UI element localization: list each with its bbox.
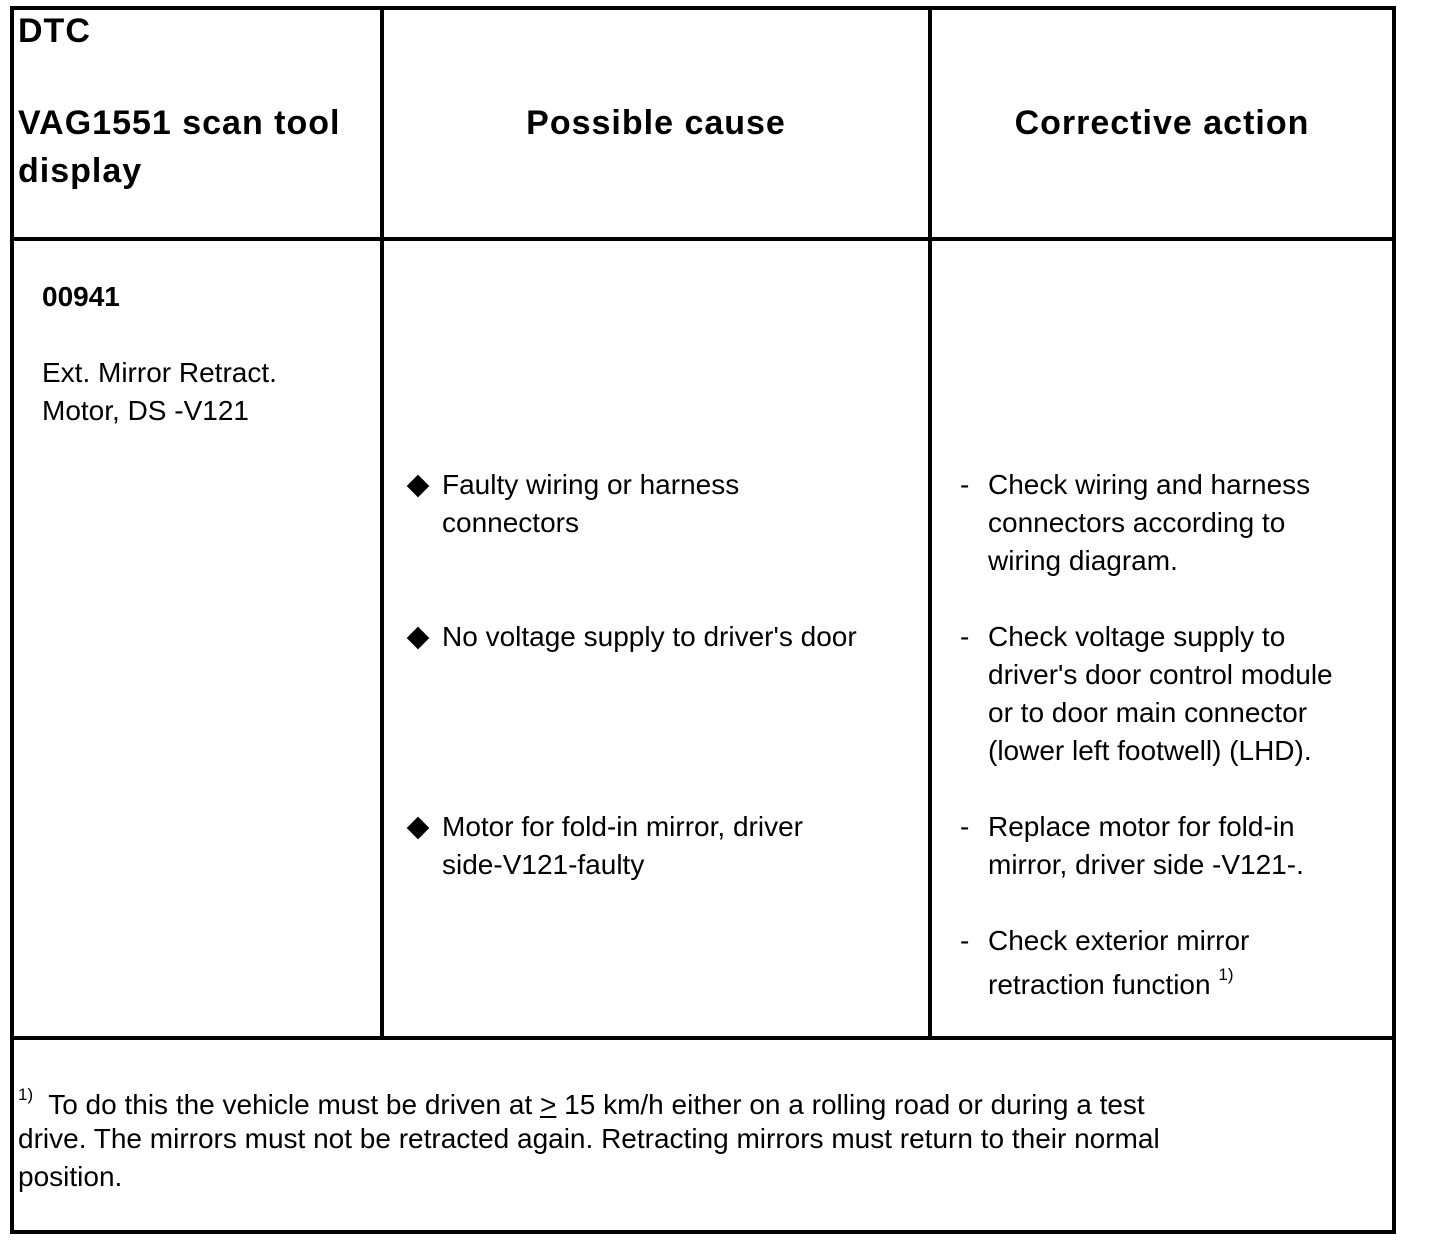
dash-bullet: - xyxy=(960,469,970,500)
footnote-line3: position. xyxy=(18,1161,123,1192)
footnote-reference: 1) xyxy=(1218,964,1234,984)
dtc-description-line2: Motor, DS -V121 xyxy=(42,395,249,426)
header-scan-tool: VAG1551 scan tool xyxy=(18,104,341,142)
action-4-line1: Check exterior mirror xyxy=(988,925,1250,956)
header-display: display xyxy=(18,152,143,190)
action-4-text: retraction function xyxy=(988,969,1211,1000)
footnote-divider xyxy=(10,1036,1396,1040)
footnote-text-a: To do this the vehicle must be driven at xyxy=(48,1089,541,1120)
dtc-description-line1: Ext. Mirror Retract. xyxy=(42,357,277,388)
action-1-line1: Check wiring and harness xyxy=(988,469,1311,500)
footnote-marker: 1) xyxy=(18,1084,34,1104)
column-divider-1 xyxy=(380,6,384,1040)
action-2-line4: (lower left footwell) (LHD). xyxy=(988,735,1312,766)
dash-bullet: - xyxy=(960,925,970,956)
dash-bullet: - xyxy=(960,621,970,652)
action-4-line2 xyxy=(988,966,1233,1004)
action-3-line1: Replace motor for fold-in xyxy=(988,811,1295,842)
cause-1-line2: connectors xyxy=(442,507,579,538)
greater-equal-symbol: > xyxy=(540,1089,557,1120)
dtc-code: 00941 xyxy=(42,281,120,312)
header-dtc: DTC xyxy=(18,12,91,50)
column-divider-2 xyxy=(928,6,932,1040)
action-2-line3: or to door main connector xyxy=(988,697,1308,728)
footnote-line2: drive. The mirrors must not be retracted again. Retracting mirrors must return to their normal xyxy=(18,1123,1160,1154)
footnote-line1 xyxy=(18,1086,1145,1124)
header-corrective-action: Corrective action xyxy=(1014,104,1310,142)
dash-bullet: - xyxy=(960,811,970,842)
header-possible-cause: Possible cause xyxy=(526,104,786,142)
header-divider xyxy=(10,237,1396,241)
footnote-text-b: 15 km/h either on a rolling road or during a test xyxy=(556,1089,1145,1120)
action-2-line1: Check voltage supply to xyxy=(988,621,1286,652)
cause-3-line1: Motor for fold-in mirror, driver xyxy=(442,811,803,842)
action-2-line2: driver's door control module xyxy=(988,659,1333,690)
cause-1-line1: Faulty wiring or harness xyxy=(442,469,740,500)
action-1-line2: connectors according to xyxy=(988,507,1286,538)
action-1-line3: wiring diagram. xyxy=(988,545,1178,576)
action-3-line2: mirror, driver side -V121-. xyxy=(988,849,1304,880)
cause-2-line1: No voltage supply to driver's door xyxy=(442,621,857,652)
cause-3-line2: side-V121-faulty xyxy=(442,849,645,880)
